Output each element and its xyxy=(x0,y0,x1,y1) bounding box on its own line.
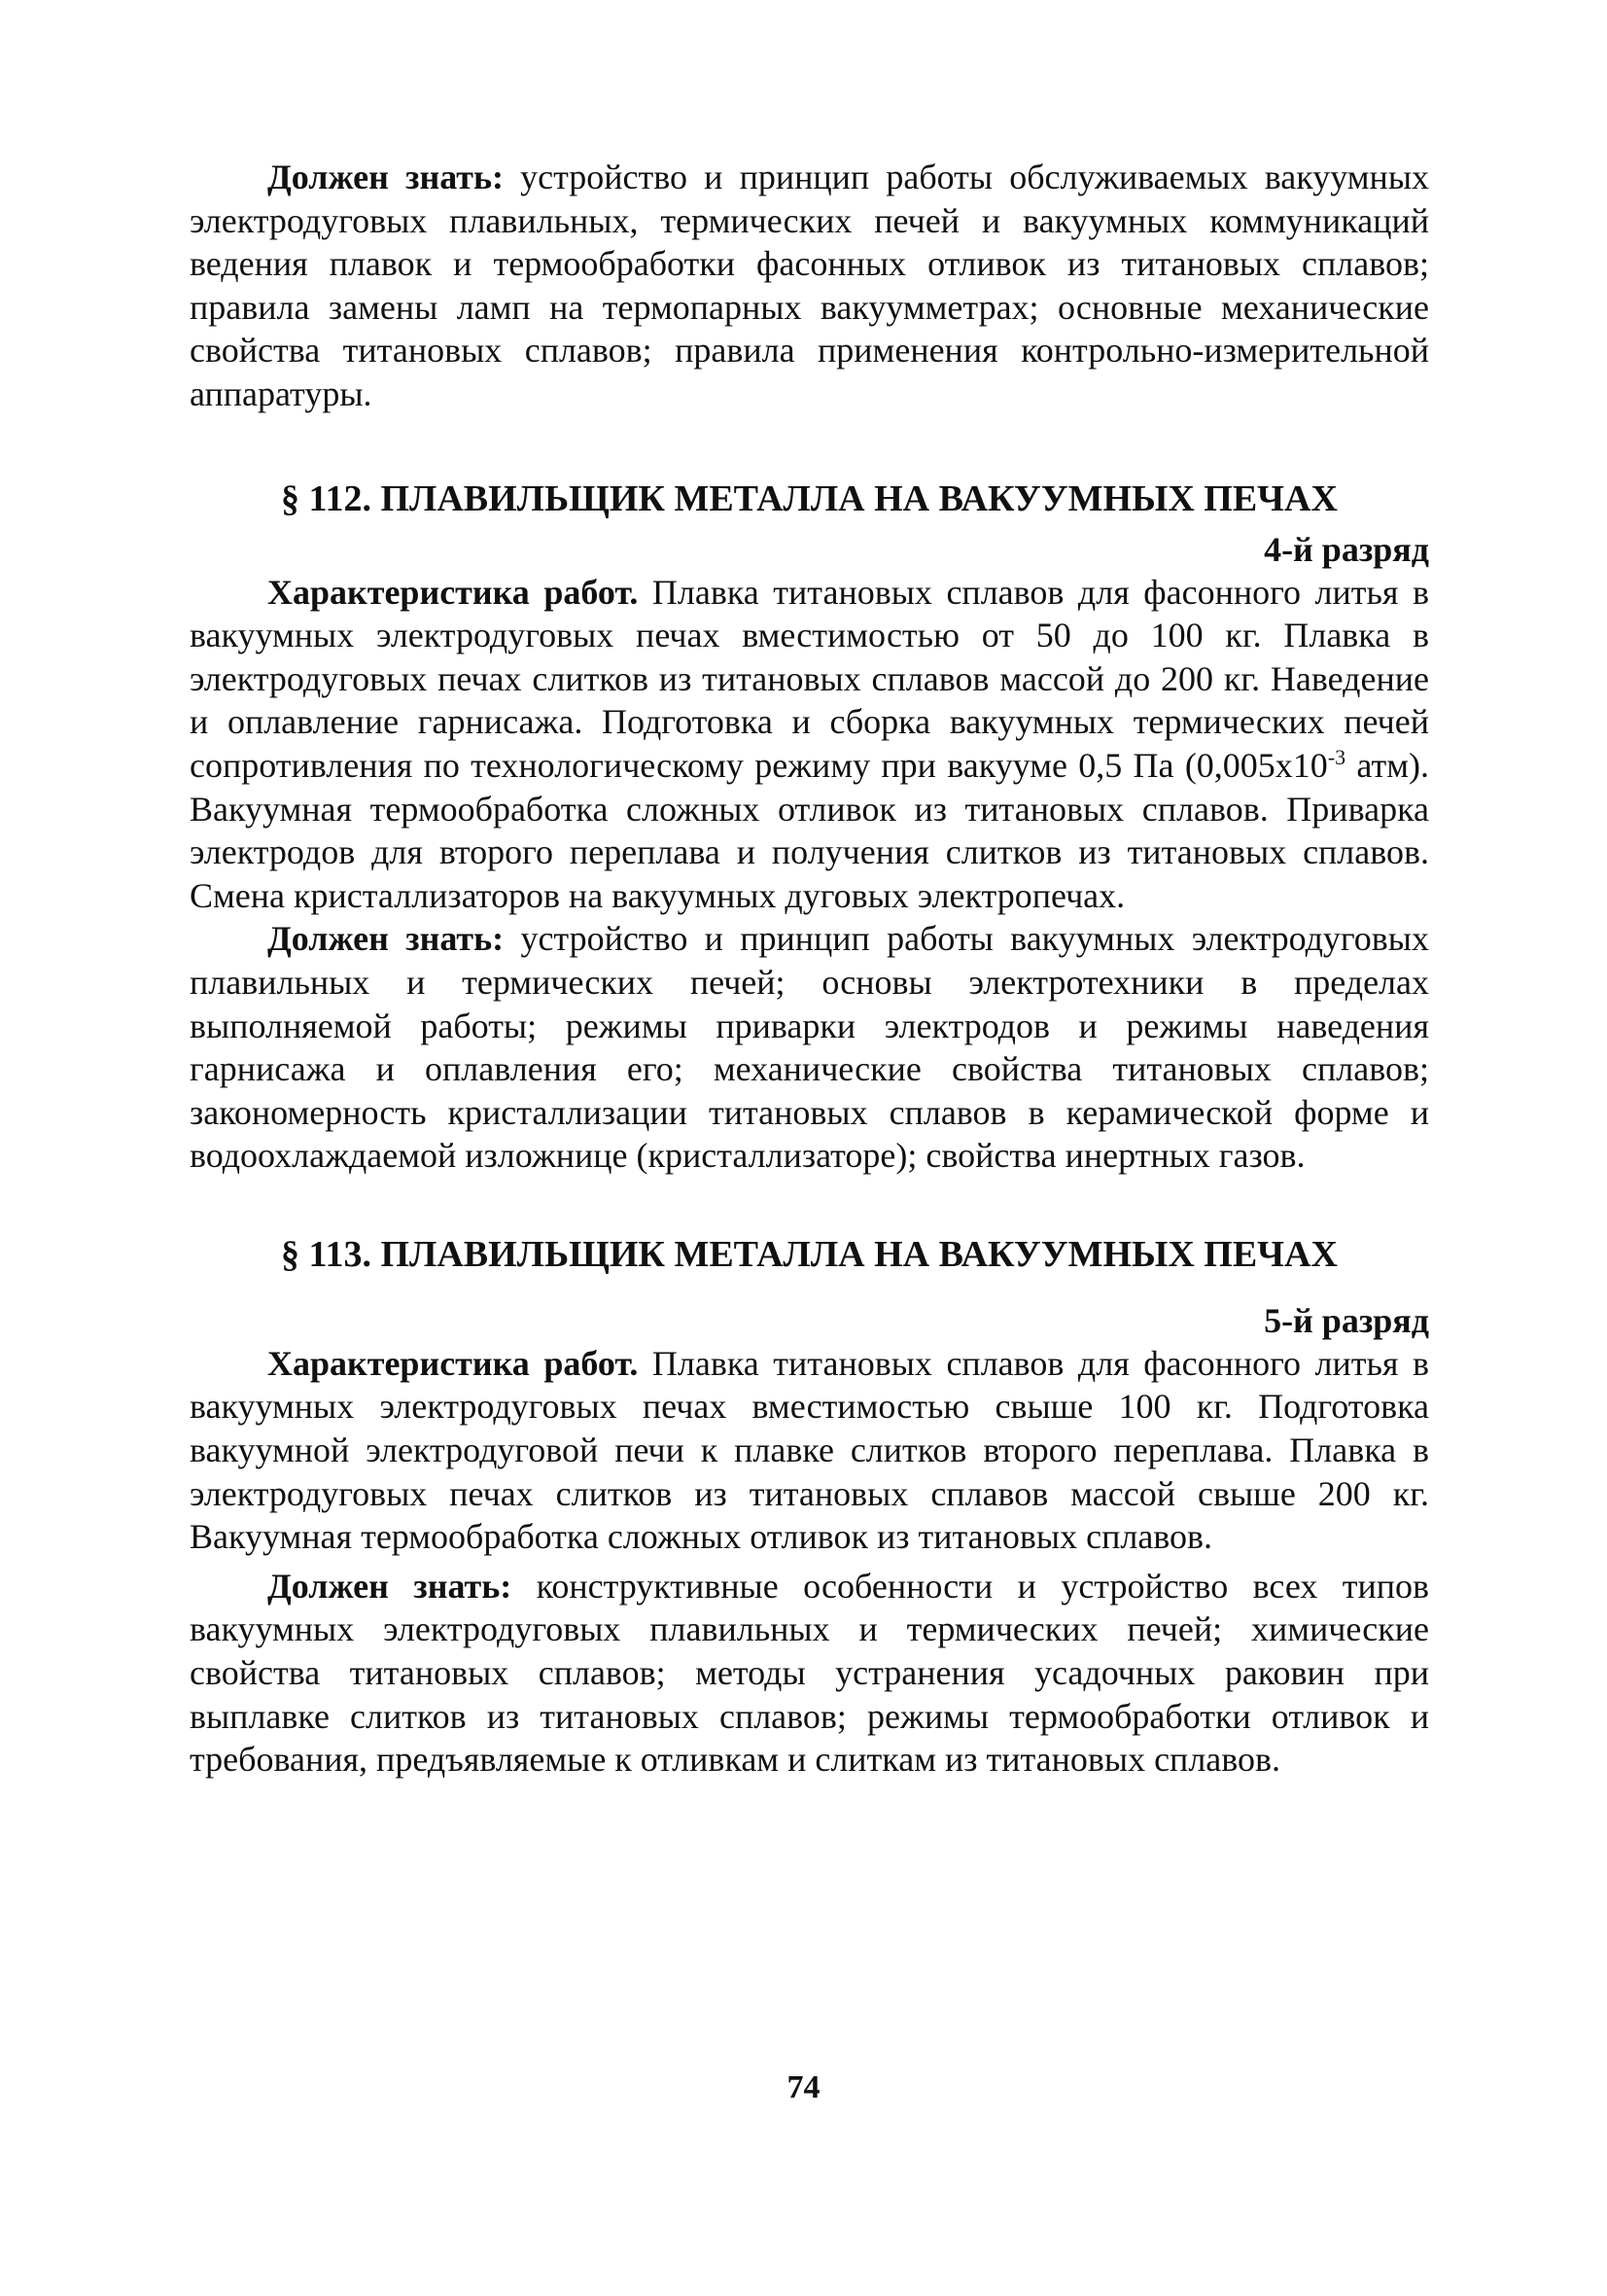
section-112-work-text-2: атм). Вакуумная термообработка сложных отливок из титановых сплавов. Приварка электродов для второго переплава и получения слитков из титановых сплавов. Смена кристаллизаторов на вакуумных дуговых электропечах. xyxy=(190,745,1429,915)
section-112-know-text: устройство и принцип работы вакуумных электродуговых плавильных и термических печей; основы электротехники в пределах выполняемой работы; режимы приварки электродов и режимы наведения гарнисажа и оплавления его; механические свойства титановых сплавов; закономерность кристаллизации титановых сплавов в керамической форме и водоохлаждаемой изложнице (кристаллизаторе); свойства инертных газов. xyxy=(190,919,1429,1176)
section-112-know-paragraph xyxy=(190,917,1429,1178)
section-113-know-paragraph xyxy=(190,1565,1429,1782)
section-112-know-label: Должен знать: xyxy=(267,919,505,959)
document-page xyxy=(190,156,1429,1782)
intro-label: Должен знать: xyxy=(267,158,504,196)
section-112-work-label: Характеристика работ. xyxy=(267,572,639,612)
page-number: 74 xyxy=(786,2069,821,2105)
section-113-know-label: Должен знать: xyxy=(267,1566,512,1606)
intro-text: устройство и принцип работы обслуживаемых вакуумных электродуговых плавильных, термических печей и вакуумных коммуникаций ведения плавок и термообработки фасонных отливок из титановых сплавов; правила замены ламп на термопарных вакуумметрах; основные механические свойства титановых сплавов; правила применения контрольно-измерительной аппаратуры. xyxy=(190,158,1430,413)
section-112-work-paragraph xyxy=(190,571,1429,918)
section-113-work-text: Плавка титановых сплавов для фасонного литья в вакуумных электродуговых печах вместимостью свыше 100 кг. Подготовка вакуумной электродуговой печи к плавке слитков второго переплава. Плавка в электродуговых печах слитков из титановых сплавов массой свыше 200 кг. Вакуумная термообработка сложных отливок из титановых сплавов. xyxy=(190,1343,1429,1557)
section-113-work-paragraph xyxy=(190,1342,1429,1559)
section-113-title: § 113. ПЛАВИЛЬЩИК МЕТАЛЛА НА ВАКУУМНЫХ ПЕЧАХ xyxy=(281,1233,1338,1275)
section-112-title: § 112. ПЛАВИЛЬЩИК МЕТАЛЛА НА ВАКУУМНЫХ ПЕЧАХ xyxy=(281,477,1338,519)
section-112-work-text-1: Плавка титановых сплавов для фасонного литья в вакуумных электродуговых печах вместимостью от 50 до 100 кг. Плавка в электродуговых печах слитков из титановых сплавов массой до 200 кг. Наведение и оплавление гарнисажа. Подготовка и сборка вакуумных термических печей сопротивления по технологическому режиму при вакууме 0,5 Па (0,005х10 xyxy=(190,572,1429,785)
section-113-work-label: Характеристика работ. xyxy=(267,1343,639,1383)
section-113-know-text: конструктивные особенности и устройство всех типов вакуумных электродуговых плавильных и термических печей; химические свойства титановых сплавов; методы устранения усадочных раковин при выплавке слитков из титановых сплавов; режимы термообработки отливок и требования, предъявляемые к отливкам и слиткам из титановых сплавов. xyxy=(190,1566,1430,1780)
section-112-work-superscript: -3 xyxy=(1327,744,1346,769)
intro-paragraph xyxy=(190,156,1429,416)
section-113-grade: 5-й разряд xyxy=(1264,1300,1429,1340)
section-112-grade: 4-й разряд xyxy=(1264,529,1429,569)
